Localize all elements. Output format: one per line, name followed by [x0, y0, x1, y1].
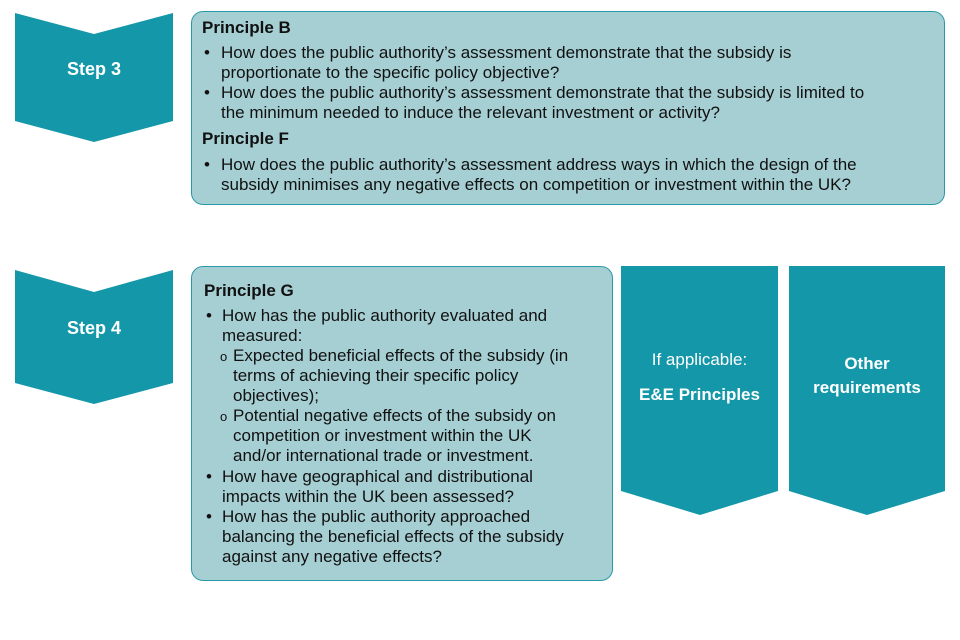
other-requirements-panel — [789, 266, 945, 516]
principle-f-bullet-1-line-2: subsidy minimises any negative effects on competition or investment within the UK? — [221, 175, 851, 194]
step-3-chevron — [15, 13, 173, 143]
principle-g-bullet-3-line-2: balancing the beneficial effects of the subsidy — [222, 527, 564, 546]
bullet-icon: • — [206, 467, 212, 486]
bullet-icon: • — [206, 507, 212, 526]
ee-principles-panel — [621, 266, 778, 516]
bullet-icon: • — [204, 155, 210, 174]
principle-g-sub-bullet-1-line-1: Expected beneficial effects of the subsidy (in — [233, 346, 569, 365]
sub-bullet-icon: o — [220, 409, 228, 424]
bullet-icon: • — [206, 306, 212, 325]
principle-g-heading: Principle G — [204, 281, 294, 300]
principle-g-sub-bullet-2-line-1: Potential negative effects of the subsidy on — [233, 406, 556, 425]
principle-b-bullet-1-line-2: proportionate to the specific policy objective? — [221, 63, 560, 82]
principle-g-sub-bullet-2-line-3: and/or international trade or investment. — [233, 446, 534, 465]
principle-g-sub-bullet-1-line-2: terms of achieving their specific policy — [233, 366, 519, 385]
other-panel-line-2: requirements — [813, 378, 921, 397]
principle-g-bullet-2-line-1: How have geographical and distributional — [222, 467, 533, 486]
principle-g-sub-bullet-2-line-2: competition or investment within the UK — [233, 426, 532, 445]
step-4-chevron — [15, 270, 173, 405]
principle-b-heading: Principle B — [202, 18, 291, 37]
principle-g-bullet-1-line-2: measured: — [222, 326, 303, 345]
ee-panel-title: E&E Principles — [639, 385, 760, 404]
bullet-icon: • — [204, 83, 210, 102]
principle-b-bullet-2-line-1: How does the public authority’s assessment demonstrate that the subsidy is limited to — [221, 83, 865, 102]
step-3-label: Step 3 — [66, 59, 122, 79]
principle-f-heading: Principle F — [202, 129, 289, 148]
principle-g-bullet-2-line-2: impacts within the UK been assessed? — [222, 487, 514, 506]
sub-bullet-icon: o — [220, 349, 228, 364]
other-panel-line-1: Other — [844, 354, 890, 373]
principle-g-bullet-3-line-3: against any negative effects? — [222, 547, 442, 566]
principle-g-bullet-1-line-1: How has the public authority evaluated and — [222, 306, 548, 325]
principle-g-sub-bullet-1-line-3: objectives); — [233, 386, 319, 405]
principle-g-bullet-3-line-1: How has the public authority approached — [222, 507, 531, 526]
principle-f-bullet-1-line-1: How does the public authority’s assessment address ways in which the design of the — [221, 155, 857, 174]
principle-b-bullet-2-line-2: the minimum needed to induce the relevant investment or activity? — [221, 103, 720, 122]
bullet-icon: • — [204, 43, 210, 62]
principle-b-bullet-1-line-1: How does the public authority’s assessment demonstrate that the subsidy is — [221, 43, 792, 62]
step-4-label: Step 4 — [66, 318, 122, 338]
ee-panel-qualifier: If applicable: — [651, 350, 748, 369]
